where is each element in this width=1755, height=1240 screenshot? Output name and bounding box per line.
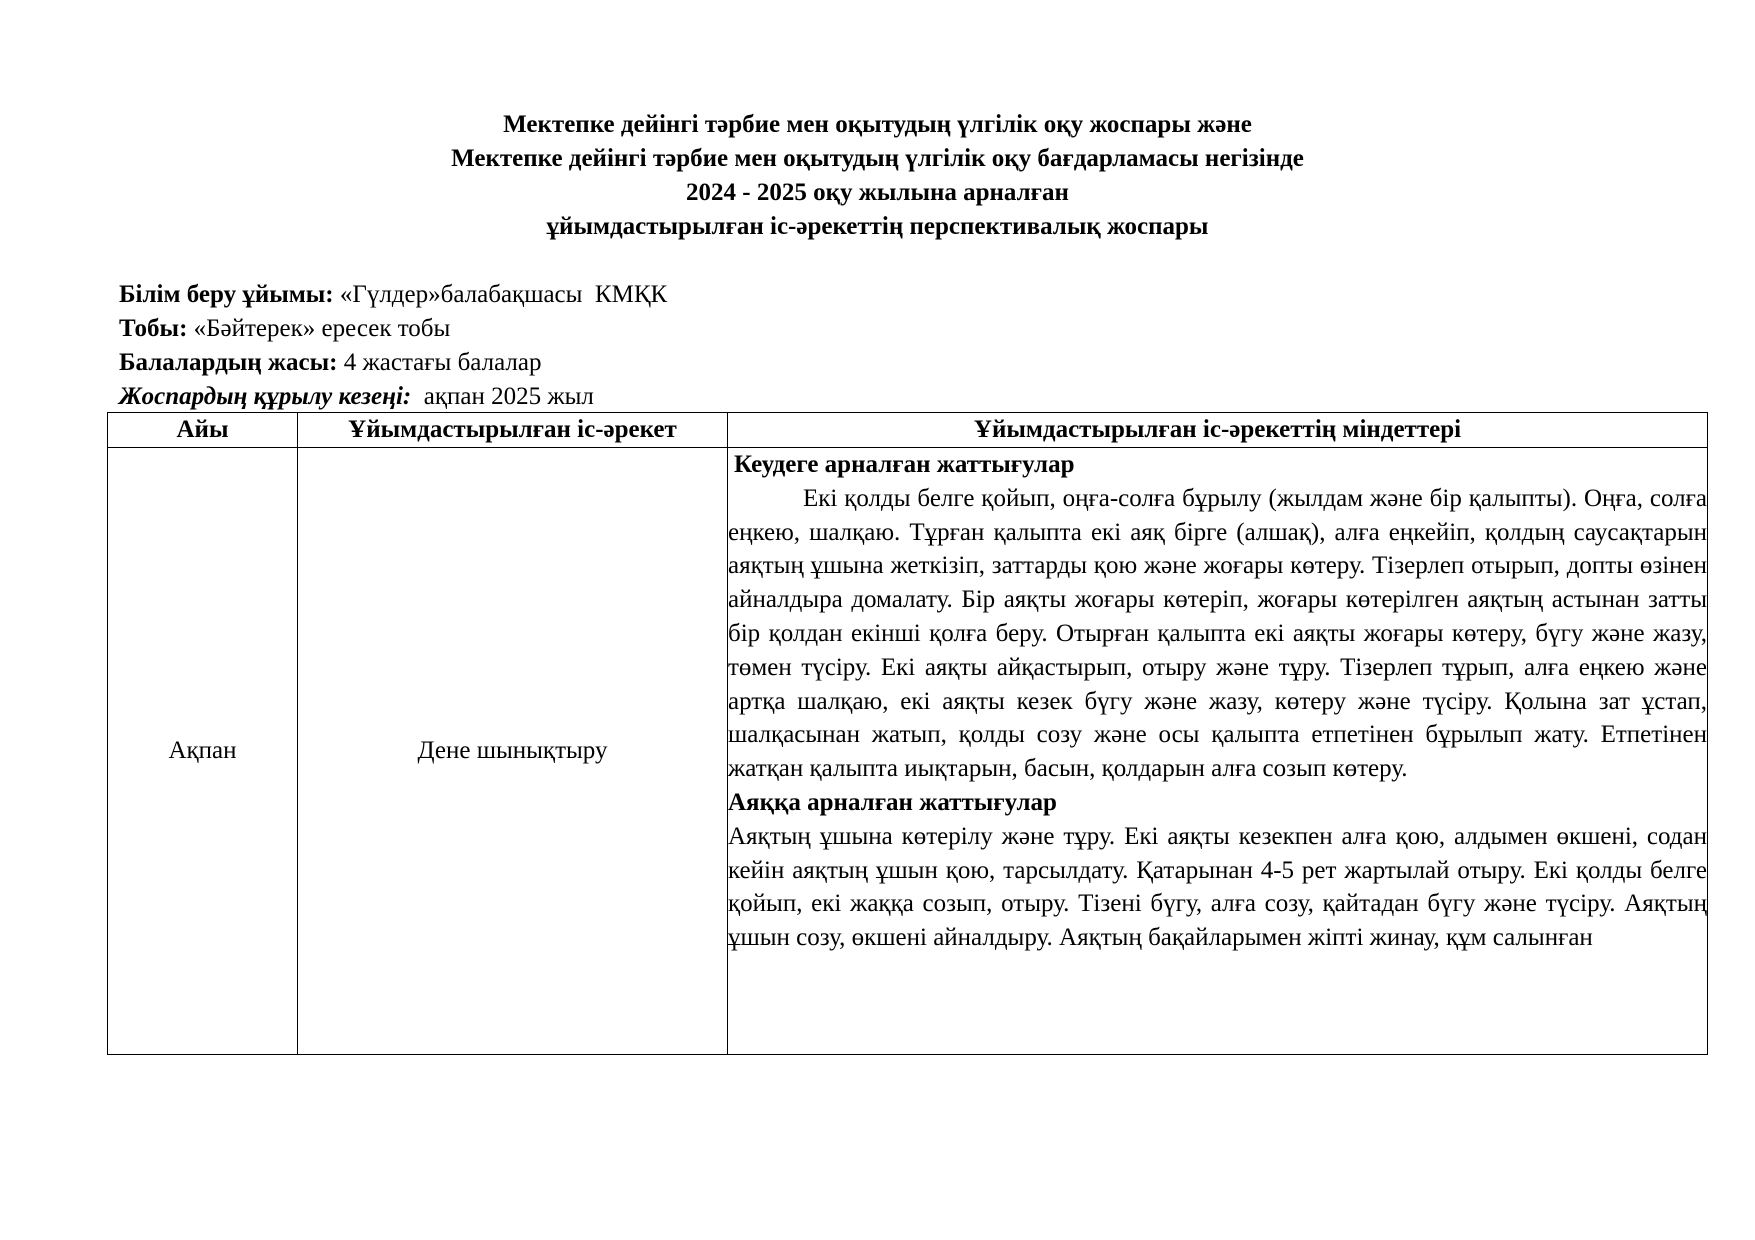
cell-month: Ақпан: [108, 448, 298, 1055]
group-label: Тобы:: [119, 315, 188, 342]
org-line: [119, 278, 667, 312]
age-label: Балалардың жасы:: [119, 349, 338, 376]
age-line: [119, 346, 667, 380]
header-month: Айы: [108, 413, 298, 448]
section-legs-title: Аяққа арналған жаттығулар: [728, 788, 1057, 816]
plan-table: [107, 412, 1708, 1055]
period-line: [119, 380, 667, 414]
section-chest-text: Екі қолды белге қойып, оңға-солға бұрылу (жылдам және бір қалыпты). Оңға, солға еңкею, шалқаю. Тұрған қалыпта екі аяқ бірге (алшақ), алға еңкейіп, қолдың саусақтарын аяқтың ұшына жеткізіп, заттарды қою және жоғары көтеру. Тізерлеп отырып, допты өзінен айналдыра домалату. Бір аяқты жоғары көтеріп, жоғары көтерілген аяқтың астынан затты бір қолдан екінші қолға беру. Отырған қалыпта екі аяқты жоғары көтеру, бүгу және жазу, төмен түсіру. Екі аяқты айқастырып, отыру және тұру. Тізерлеп тұрып, алға еңкею және артқа шалқаю, екі аяқты кезек бүгу және жазу, көтеру және түсіру. Қолына зат ұстап, шалқасынан жатып, қолды созу және осы қалыпта етпетінен бұрылып жату. Етпетінен жатқан қалыпта иықтарын, басын, қолдарын алға созып көтеру.: [728, 484, 1707, 783]
header-tasks: Ұйымдастырылған іс-әрекеттің міндеттері: [728, 413, 1708, 448]
section-legs-text: Аяқтың ұшына көтерілу және тұру. Екі аяқты кезекпен алға қою, алдымен өкшені, содан кейін аяқтың ұшын қою, тарсылдату. Қатарынан 4-5 рет жартылай отыру. Екі қолды белге қойып, екі жаққа созып, отыру. Тізені бүгу, алға созу, қайтадан бүгу және түсіру. Аяқтың ұшын созу, өкшені айналдыру. Аяқтың бақайларымен жіпті жинау, құм салынған: [728, 822, 1707, 952]
tasks-content: [728, 448, 1707, 1054]
org-value: «Гүлдер»балабақшасы КМҚК: [333, 281, 668, 308]
age-value: 4 жастағы балалар: [337, 349, 542, 376]
group-value: «Бәйтерек» ересек тобы: [187, 315, 451, 342]
group-line: [119, 312, 667, 346]
period-label: Жоспардың құрылу кезеңі:: [119, 383, 412, 410]
title-line-4: ұйымдастырылған іс-әрекеттің перспективалық жоспары: [546, 213, 1209, 240]
title-line-3: 2024 - 2025 оқу жылына арналған: [686, 179, 1069, 206]
header-activity: Ұйымдастырылған іс-әрекет: [298, 413, 728, 448]
table-header-row: [108, 413, 1708, 448]
document-title: [0, 108, 1755, 244]
period-value: ақпан 2025 жыл: [411, 383, 594, 410]
title-line-2: Мектепке дейінгі тәрбие мен оқытудың үлгілік оқу бағдарламасы негізінде: [451, 145, 1304, 172]
table-row: [108, 448, 1708, 1055]
title-line-1: Мектепке дейінгі тәрбие мен оқытудың үлгілік оқу жоспары және: [503, 111, 1252, 138]
cell-activity: Дене шынықтыру: [298, 448, 728, 1055]
section-chest-title: Кеудеге арналған жаттығулар: [734, 451, 1075, 478]
plan-metadata: [119, 278, 667, 414]
org-label: Білім беру ұйымы:: [119, 281, 334, 308]
cell-tasks: [728, 448, 1708, 1055]
